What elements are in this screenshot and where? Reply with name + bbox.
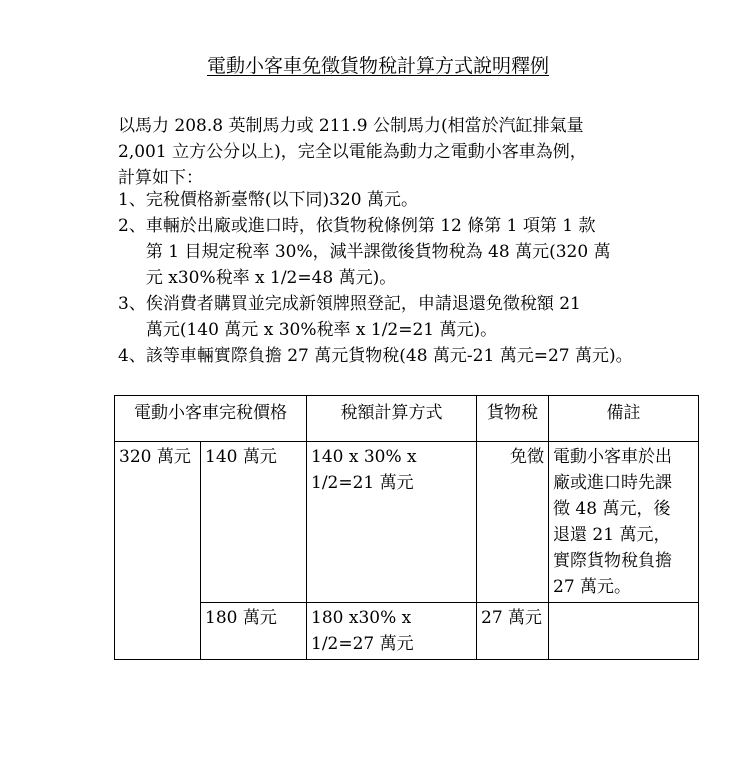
document-title	[0, 52, 756, 80]
list-item-text	[146, 213, 718, 291]
list-item-text	[146, 343, 718, 369]
list-item-number: 3、	[118, 294, 146, 314]
list-item-line: 萬元(140 萬元 x 30%稅率 x 1/2=21 萬元)。	[145, 320, 498, 340]
cell-price-total: 320 萬元	[115, 442, 201, 660]
list-item	[118, 343, 718, 369]
tax-calculation-table	[114, 395, 699, 660]
cell-note-line: 27 萬元。	[553, 577, 632, 597]
table-row	[115, 442, 699, 603]
cell-calc	[307, 603, 477, 660]
list-item-line: 該等車輛實際負擔 27 萬元貨物稅(48 萬元-21 萬元=27 萬元)。	[145, 346, 633, 366]
cell-note-line: 退還 21 萬元，	[553, 525, 671, 545]
list-item-number: 1、	[118, 190, 146, 210]
cell-calc-line: 140 x 30% x	[311, 447, 417, 467]
cell-note	[549, 442, 699, 603]
cell-note-line: 徵 48 萬元，後	[553, 499, 671, 519]
header-note: 備註	[549, 396, 699, 442]
cell-calc-line: 1/2=21 萬元	[311, 473, 414, 493]
document-title-text: 電動小客車免徵貨物稅計算方式說明釋例	[206, 55, 549, 77]
list-item-number: 4、	[118, 346, 146, 366]
list-item-number: 2、	[118, 216, 146, 236]
list-item-line: 俟消費者購買並完成新領牌照登記，申請退還免徵稅額 21	[145, 294, 581, 314]
list-item-text	[146, 187, 718, 213]
cell-note-line: 實際貨物稅負擔	[553, 551, 672, 571]
header-calc: 稅額計算方式	[307, 396, 477, 442]
cell-tax: 免徵	[477, 442, 549, 603]
list-item-line: 完稅價格新臺幣(以下同)320 萬元。	[145, 190, 418, 210]
list-item-text	[146, 291, 718, 343]
cell-calc	[307, 442, 477, 603]
intro-paragraph	[118, 113, 718, 191]
intro-line: 以馬力 208.8 英制馬力或 211.9 公制馬力(相當於汽缸排氣量	[118, 116, 584, 136]
list-item-line: 元 x30%稅率 x 1/2=48 萬元)。	[145, 268, 397, 288]
cell-note-line: 廠或進口時先課	[553, 473, 672, 493]
list-item	[118, 187, 718, 213]
cell-price: 140 萬元	[201, 442, 307, 603]
header-price: 電動小客車完稅價格	[115, 396, 307, 442]
cell-note-line: 電動小客車於出	[553, 447, 672, 467]
list-item	[118, 213, 718, 291]
calculation-steps-list	[118, 187, 718, 369]
list-item-line: 第 1 目規定稅率 30%，減半課徵後貨物稅為 48 萬元(320 萬	[145, 242, 611, 262]
intro-line: 計算如下：	[118, 168, 203, 188]
cell-calc-line: 1/2=27 萬元	[311, 634, 414, 654]
table-header-row	[115, 396, 699, 442]
table-row	[115, 603, 699, 660]
intro-line: 2,001 立方公分以上)，完全以電能為動力之電動小客車為例，	[118, 142, 587, 162]
cell-note	[549, 603, 699, 660]
list-item-line: 車輛於出廠或進口時，依貨物稅條例第 12 條第 1 項第 1 款	[145, 216, 596, 236]
header-tax: 貨物稅	[477, 396, 549, 442]
cell-price: 180 萬元	[201, 603, 307, 660]
list-item	[118, 291, 718, 343]
cell-tax: 27 萬元	[477, 603, 549, 660]
cell-calc-line: 180 x30% x	[311, 608, 412, 628]
